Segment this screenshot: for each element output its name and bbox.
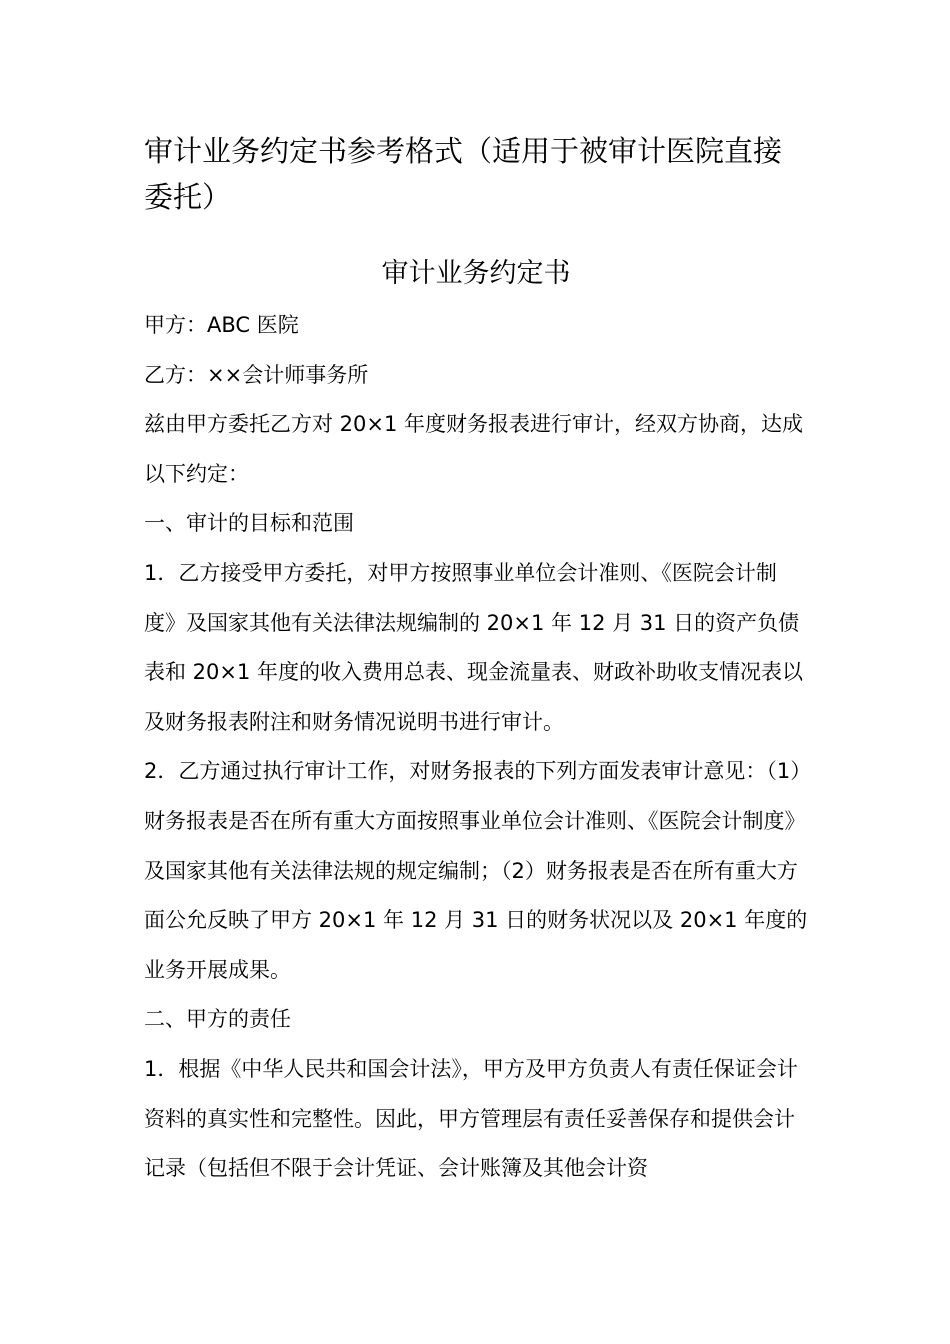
section-heading-objectives: 一、审计的目标和范围 (144, 511, 354, 536)
document-body (144, 301, 808, 1194)
paragraph-responsibility-1: 1．根据《中华人民共和国会计法》，甲方及甲方负责人有责任保证会计资料的真实性和完整性。因此，甲方管理层有责任妥善保存和提供会计记录（包括但不限于会计凭证、会计账簿及其他会计资 (144, 1056, 798, 1181)
document-heading: 审计业务约定书参考格式（适用于被审计医院直接委托） (144, 134, 783, 214)
party-a-line: 甲方：ABC 医院 (144, 313, 299, 337)
intro-paragraph: 兹由甲方委托乙方对 20×1 年度财务报表进行审计，经双方协商，达成以下约定： (144, 412, 804, 486)
section-heading-responsibilities: 二、甲方的责任 (144, 1007, 291, 1032)
document-title: 审计业务约定书 (381, 258, 571, 289)
party-b-line: 乙方：××会计师事务所 (144, 362, 369, 387)
paragraph-scope-1: 1．乙方接受甲方委托，对甲方按照事业单位会计准则、《医院会计制度》及国家其他有关法律法规编制的 20×1 年 12 月 31 日的资产负债表和 20×1 年度的收入费用总表、现金流量表、财政补助收支情况表以及财务报表附注和财务情况说明书进行审计。 (144, 560, 804, 734)
paragraph-scope-2: 2．乙方通过执行审计工作，对财务报表的下列方面发表审计意见：（1）财务报表是否在所有重大方面按照事业单位会计准则、《医院会计制度》及国家其他有关法律法规的规定编制；（2）财务报表是否在所有重大方面公允反映了甲方 20×1 年 12 月 31 日的财务状况以及 20×1 年度的业务开展成果。 (144, 759, 808, 982)
